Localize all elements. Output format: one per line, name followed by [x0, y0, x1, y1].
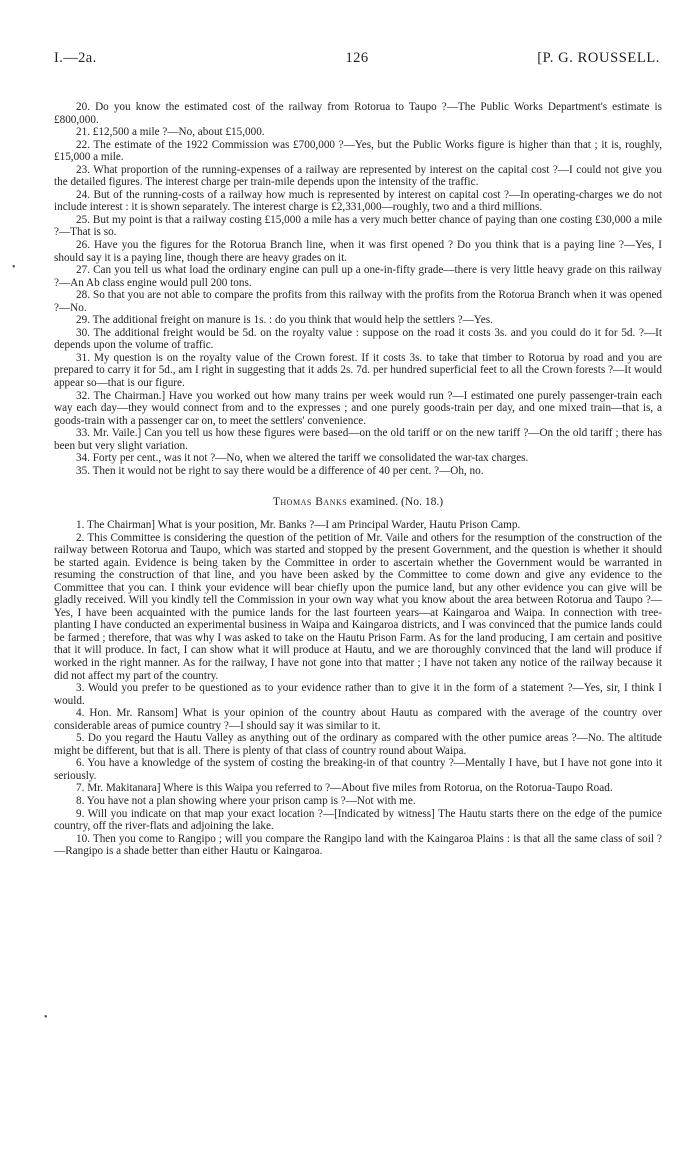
paragraph: 20. Do you know the estimated cost of the railway from Rotorua to Taupo ?—The Public Works Department's estimate is £800,000. — [54, 101, 662, 126]
paragraph: 32. The Chairman.] Have you worked out how many trains per week would run ?—I estimated one purely passenger-train each way each day—they would connect from and to the expresses ; and one purely goods-train per day, and one mixed train—that is, a goods-train with a passenger car on, to meet the settlers' convenience. — [54, 389, 662, 427]
paragraph: 35. Then it would not be right to say there would be a difference of 40 per cent. ?—Oh, no. — [76, 464, 484, 477]
page-number: 126 — [345, 50, 369, 66]
paragraph: 10. Then you come to Rangipo ; will you compare the Rangipo land with the Kaingaroa Plains : is that all the same class of soil ?—Rangipo is a shade better than either Hautu or Kaingaroa. — [54, 832, 662, 858]
paragraph: 24. But of the running-costs of a railway how much is represented by interest on capital cost ?—In operating-charges we do not include interest : it is shown separately. The interest charge is £2,331,000—roughly, two and a third millions. — [54, 188, 662, 214]
paragraph: 29. The additional freight on manure is 1s. : do you think that would help the settlers ?—Yes. — [76, 314, 493, 327]
paragraph: 1. The Chairman] What is your position, Mr. Banks ?—I am Principal Warder, Hautu Prison Camp. — [76, 518, 521, 531]
paragraph: 6. You have a knowledge of the system of costing the breaking-in of that country ?—Mentally I have, but I have not gone into it seriously. — [54, 757, 662, 782]
paragraph: 4. Hon. Mr. Ransom] What is your opinion of the country about Hautu as compared with the average of the country over considerable areas of pumice country ?—I should say it was similar to it. — [54, 707, 662, 732]
witness-name: [P. G. ROUSSELL. — [537, 50, 660, 66]
paragraph: 27. Can you tell us what load the ordinary engine can pull up a one-in-fifty grade—there is very little heavy grade on this railway ?—An Ab class engine would pull 200 tons. — [54, 264, 662, 289]
paragraph: 28. So that you are not able to compare the profits from this railway with the profits from the Rotorua Branch when it was opened ?—No. — [54, 289, 662, 314]
paragraph: 23. What proportion of the running-expenses of a railway are represented by interest on the capital cost ?—I could not give you the detailed figures. The interest charge per train-mile depends upon the intensity of the traffic. — [54, 163, 662, 189]
paragraph: 8. You have not a plan showing where your prison camp is ?—Not with me. — [76, 794, 416, 807]
paragraph: 2. This Committee is considering the question of the petition of Mr. Vaile and others for the resumption of the construction of the railway between Rotorua and Taupo, which was started and stopped by the present Government, and the question is whether it should be started again. Evidence is being taken by the Committee in order to ascertain whether the Government would be warranted in resuming the construction of that line, and you have been asked by the Committee to come down and give any evidence to the Committee that you can. I think your evidence will bear chiefly upon the pumice land, but any other evidence you can give will be gladly received. Will you kindly tell the Commission in your own way what you know about the area between Rotorua and Taupo ?—Yes, I have been acquainted with the pumice lands for the last fourteen years—at Kaingaroa and Waipa. In connection with tree-planting I have conducted an experimental business in Waipa and Kaingaroa districts, and I was convinced that the pumice lands could be farmed ; therefore, that was why I was asked to take on the Hautu Prison Farm. As for the land producing, I am certain and positive that it will produce. In fact, I can show what it will produce at Hautu, and we are thoroughly convinced that the land will produce if worked in the right manner. As for the railway, I have not gone into that matter ; I have not taken any notice of the railway because it did not affect my part of the country. — [54, 531, 662, 682]
paragraph: 30. The additional freight would be 5d. on the royalty value : suppose on the road it costs 3s. and you could do it for 5d. ?—It depends upon the volume of traffic. — [54, 326, 662, 352]
paragraph: 26. Have you the figures for the Rotorua Branch line, when it was first opened ? Do you think that is a paying line ?—Yes, I should say it is a paying line, though there are heavy grades on it. — [54, 239, 662, 264]
paragraph: 3. Would you prefer to be questioned as to your evidence rather than to give it in the form of a statement ?—Yes, sir, I think I would. — [54, 682, 662, 707]
page-header — [54, 50, 660, 72]
paragraph: 7. Mr. Makitanara] Where is this Waipa you referred to ?—About five miles from Rotorua, on the Rotorua-Taupo Road. — [76, 782, 613, 795]
margin-dot: • — [44, 1012, 48, 1023]
paragraph: 31. My question is on the royalty value of the Crown forest. If it costs 3s. to take that timber to Rotorua by road and you are prepared to carry it for 5d., am I right in suggesting that it adds 2s. 7d. per hundred superficial feet to all the Crown forests ?—It would appear so—that is our figure. — [54, 351, 662, 390]
paragraph: 33. Mr. Vaile.] Can you tell us how these figures were based—on the old tariff or on the new tariff ?—On the old tariff ; there has been but very slight variation. — [54, 427, 662, 452]
witness-heading-text: examined. (No. 18.) — [350, 495, 444, 509]
paragraph: 25. But my point is that a railway costing £15,000 a mile has a very much better chance of paying than one costing £30,000 a mile ?—That is so. — [54, 213, 662, 239]
paper-reference: I.—2a. — [54, 50, 97, 66]
paragraph: 9. Will you indicate on that map your exact location ?—[Indicated by witness] The Hautu starts there on the edge of the pumice country, off the river-flats and adjoining the lake. — [54, 807, 662, 833]
paragraph: 34. Forty per cent., was it not ?—No, when we altered the tariff we consolidated the war-tax charges. — [76, 452, 529, 465]
paragraph: 22. The estimate of the 1922 Commission was £700,000 ?—Yes, but the Public Works figure is higher than that ; it is, roughly, £15,000 a mile. — [54, 138, 662, 164]
paragraph: 5. Do you regard the Hautu Valley as anything out of the ordinary as compared with the other pumice areas ?—No. The altitude might be different, but that is all. There is plenty of that class of country round about Waipa. — [54, 732, 662, 757]
margin-dot: • — [12, 262, 16, 273]
witness-heading-name: Thomas Banks — [272, 495, 348, 509]
document-body — [54, 101, 662, 858]
paragraph: 21. £12,500 a mile ?—No, about £15,000. — [76, 126, 265, 139]
witness-heading — [54, 496, 662, 509]
